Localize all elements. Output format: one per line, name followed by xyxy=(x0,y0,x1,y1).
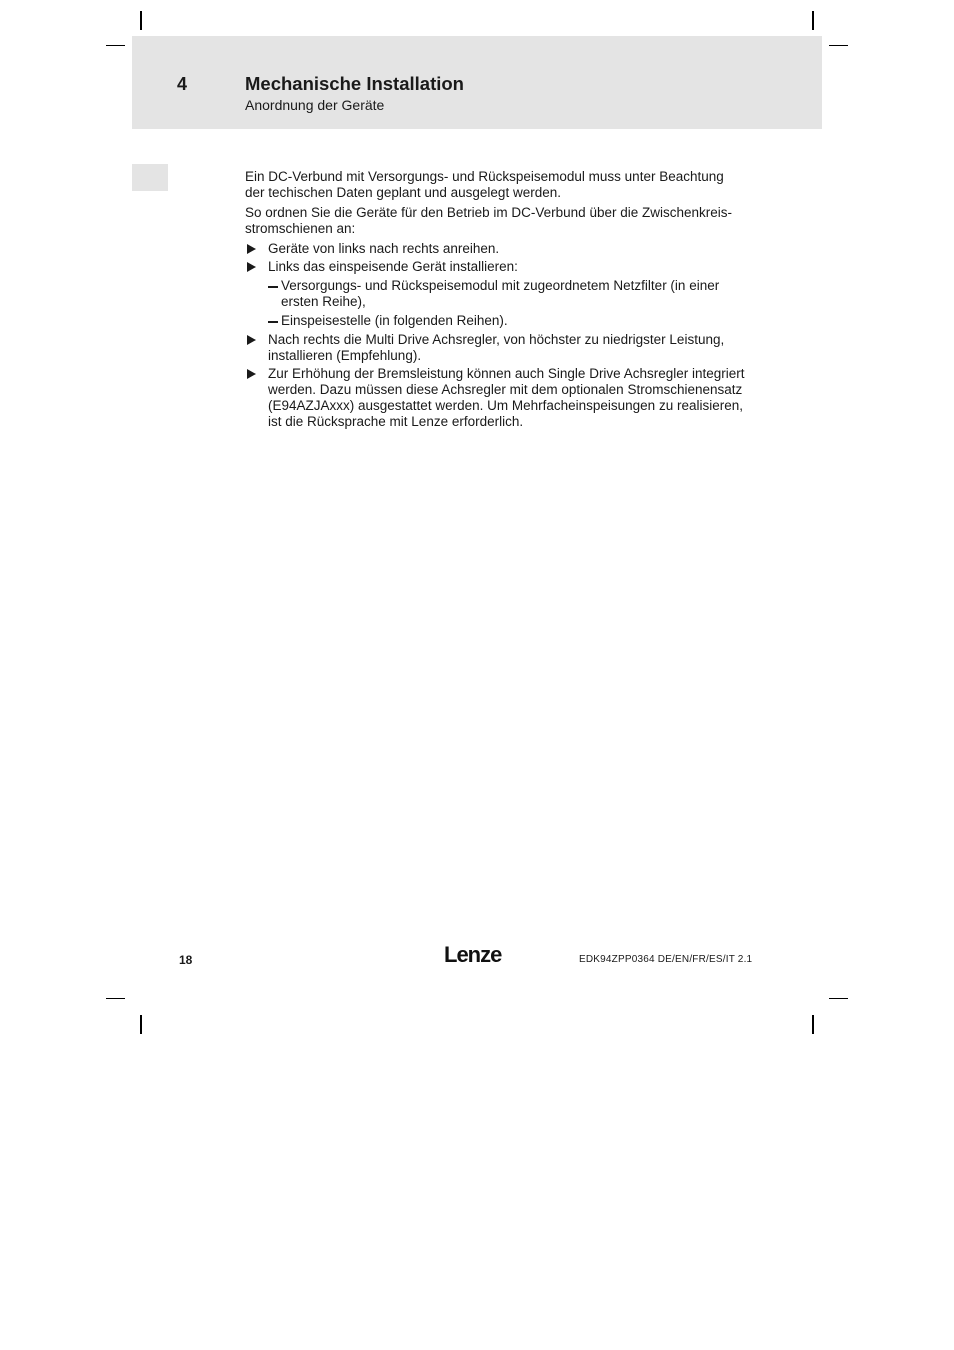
sub-list xyxy=(268,278,745,329)
instruction-paragraph: So ordnen Sie die Geräte für den Betrieb im DC-Verbund über die Zwischenkreis-stromschienen an: xyxy=(245,205,732,236)
subitem-text: Versorgungs- und Rückspeisemodul mit zugeordnetem Netzfilter (in einer ersten Reihe), xyxy=(281,278,720,309)
arrow-right-icon xyxy=(247,369,256,379)
header-band xyxy=(132,36,822,129)
side-tab-marker xyxy=(132,164,168,191)
chapter-number: 4 xyxy=(177,74,188,94)
list-item xyxy=(245,241,745,257)
dash-icon xyxy=(268,321,278,323)
step-text: Geräte von links nach rechts anreihen. xyxy=(268,241,500,256)
intro-paragraph: Ein DC-Verbund mit Versorgungs- und Rückspeisemodul muss unter Beachtung der techischen Daten geplant und ausgelegt werden. xyxy=(245,169,724,200)
dash-icon xyxy=(268,286,278,288)
chapter-subtitle: Anordnung der Geräte xyxy=(245,97,385,113)
page-content xyxy=(245,169,745,432)
list-item xyxy=(245,332,745,364)
list-item xyxy=(245,259,745,329)
list-item xyxy=(245,366,745,430)
crop-mark xyxy=(829,45,848,46)
crop-mark xyxy=(140,11,142,30)
crop-mark xyxy=(812,11,814,30)
arrow-right-icon xyxy=(247,244,256,254)
sub-list-item xyxy=(268,313,745,329)
arrow-right-icon xyxy=(247,262,256,272)
document-id: EDK94ZPP0364 DE/EN/FR/ES/IT 2.1 xyxy=(579,954,753,965)
crop-mark xyxy=(812,1015,814,1034)
step-list xyxy=(245,241,745,430)
lenze-logo: Lenze xyxy=(444,942,502,967)
crop-mark xyxy=(140,1015,142,1034)
crop-mark xyxy=(829,998,848,999)
crop-mark xyxy=(106,45,125,46)
arrow-right-icon xyxy=(247,335,256,345)
step-text: Links das einspeisende Gerät installieren: xyxy=(268,259,518,274)
sub-list-item xyxy=(268,278,745,310)
crop-mark xyxy=(106,998,125,999)
page-number: 18 xyxy=(179,953,193,967)
subitem-text: Einspeisestelle (in folgenden Reihen). xyxy=(281,313,508,328)
chapter-title: Mechanische Installation xyxy=(245,73,464,94)
step-text: Zur Erhöhung der Bremsleistung können auch Single Drive Achsregler integriert werden. Dazu müssen diese Achsregler mit dem optionalen Stromschienensatz (E94AZJAxxx) ausgestattet werden. Um Mehrfacheinspeisungen zu realisieren, ist die Rücksprache mit Lenze erforderlich. xyxy=(268,366,745,429)
step-text: Nach rechts die Multi Drive Achsregler, von höchster zu niedrigster Leistung, installieren (Empfehlung). xyxy=(268,332,725,363)
